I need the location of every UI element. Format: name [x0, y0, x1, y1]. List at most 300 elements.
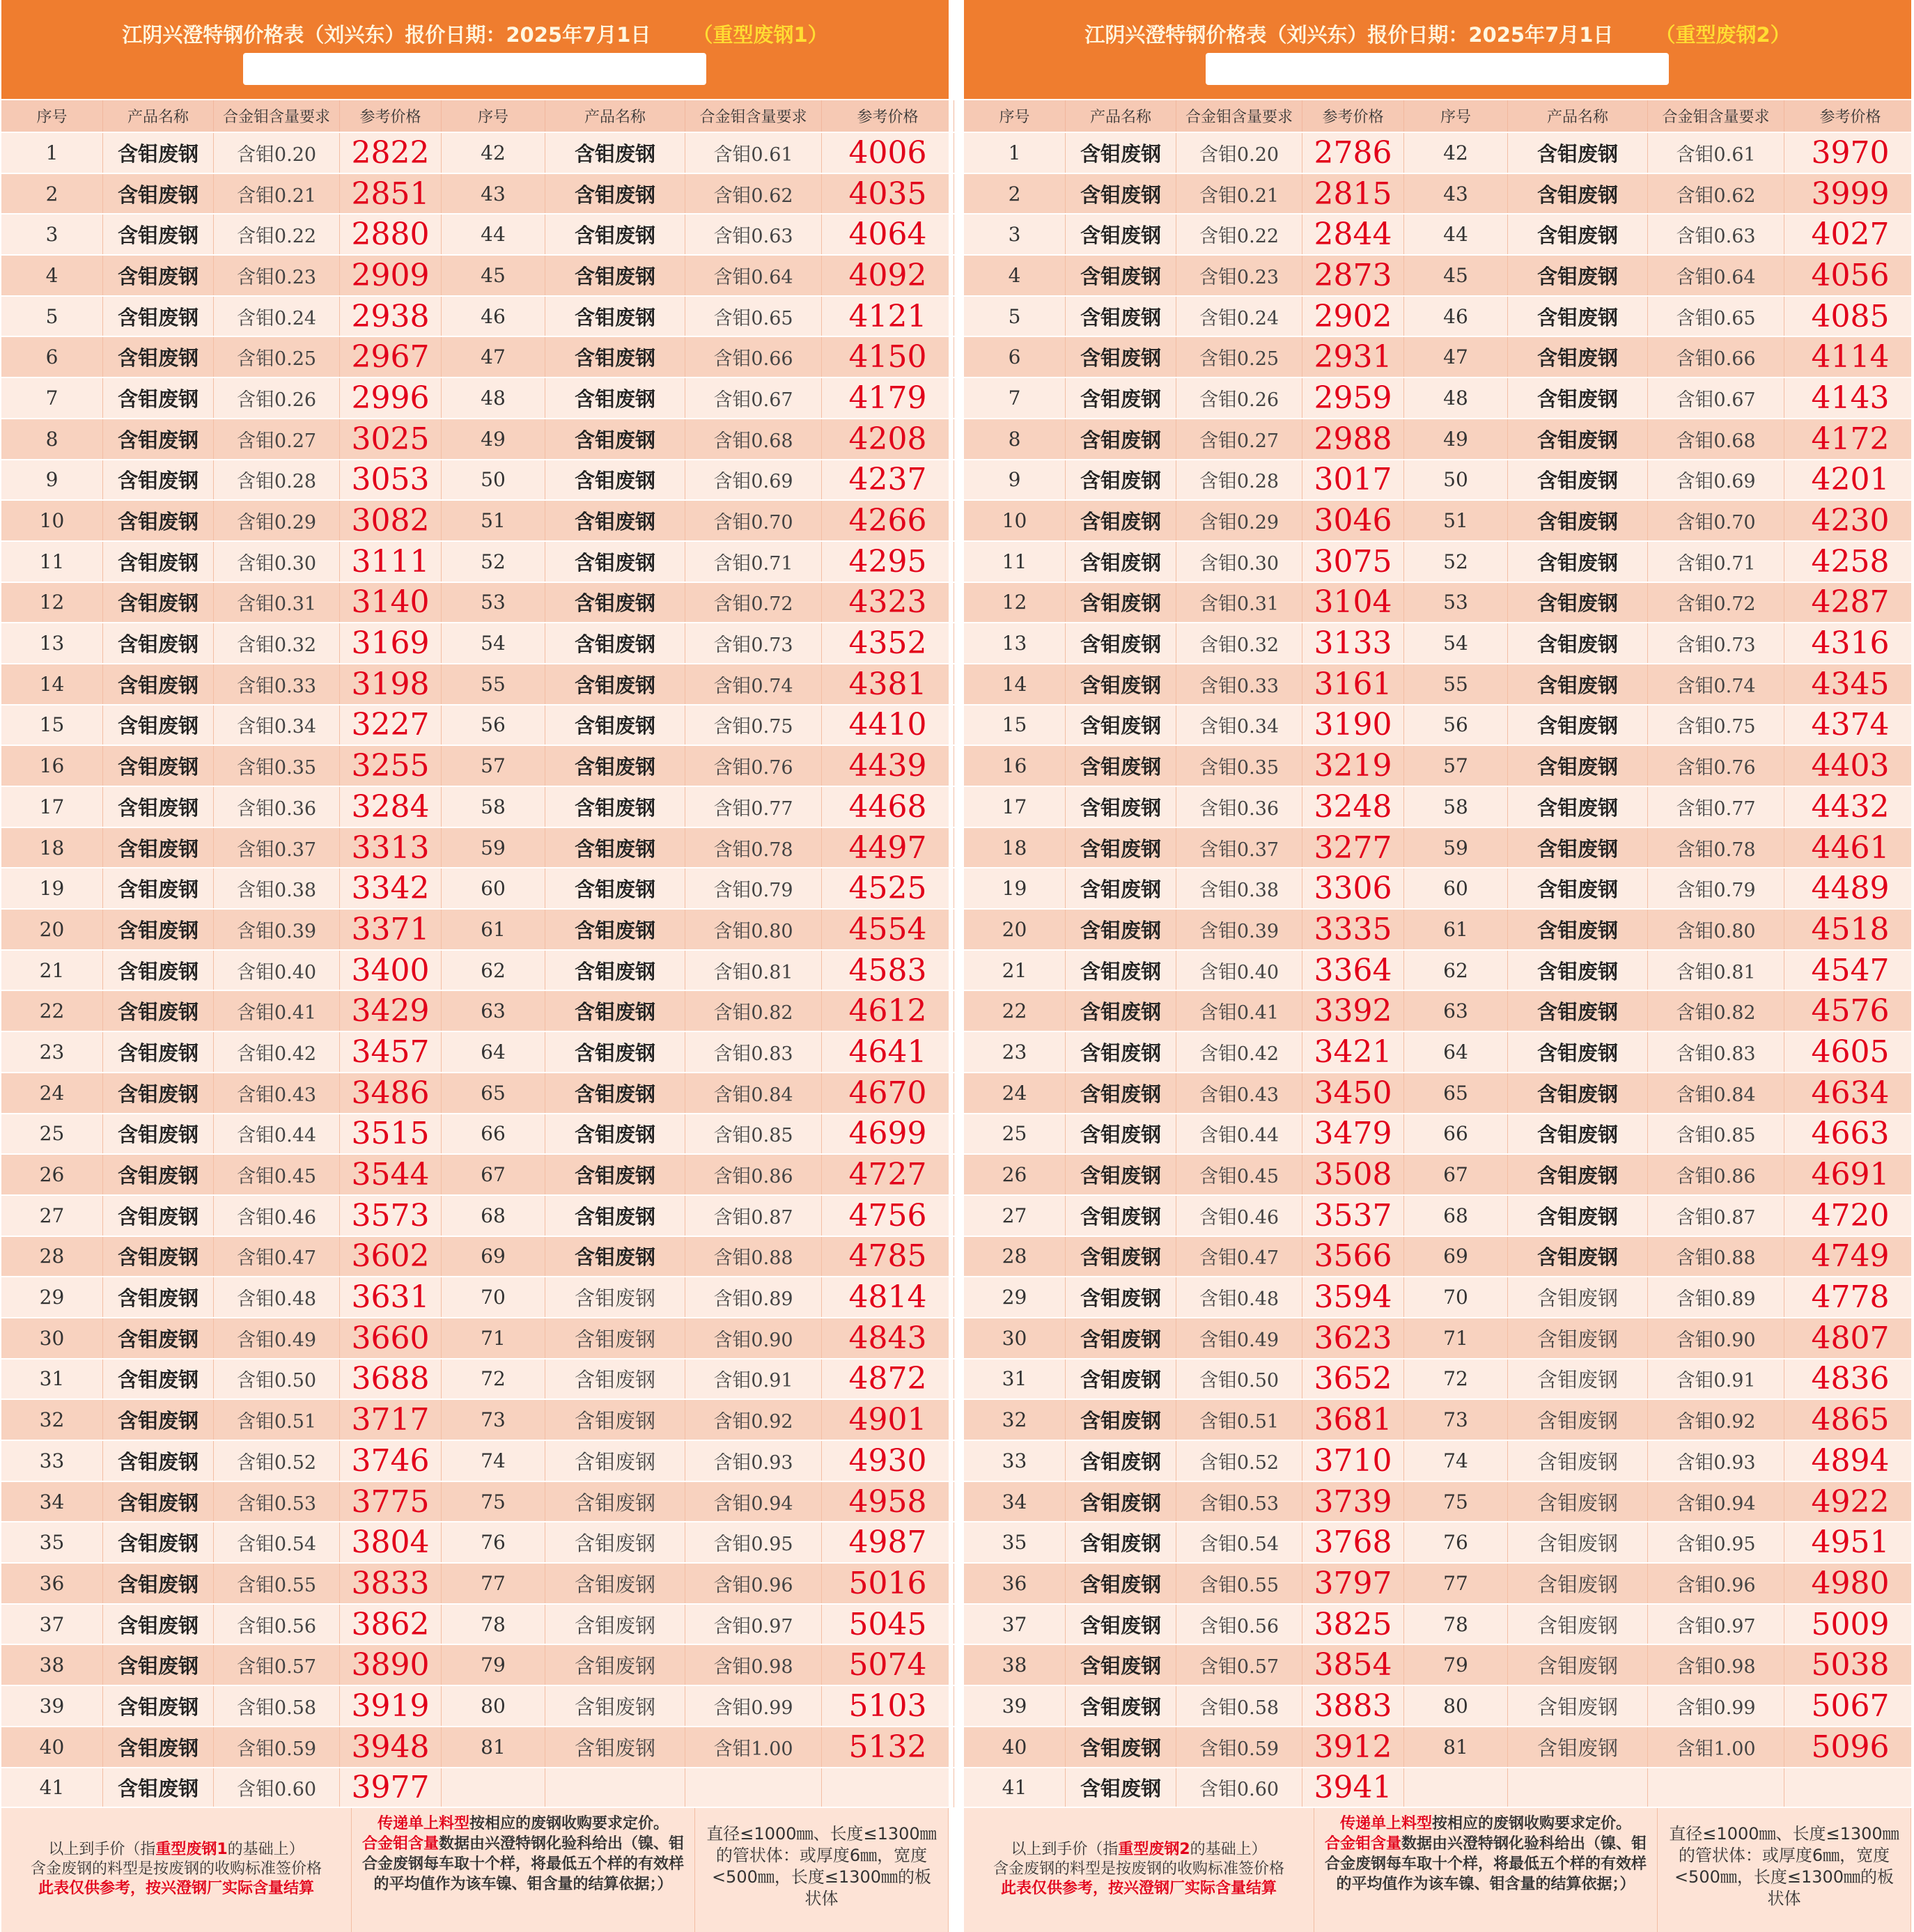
product-name: 含钼废钢 — [545, 337, 685, 377]
alloy-requirement: 含钼0.51 — [1176, 1400, 1302, 1440]
row-number: 70 — [442, 1277, 545, 1317]
alloy-requirement: 含钼0.68 — [1648, 419, 1784, 459]
table-row — [1, 1521, 949, 1562]
product-name: 含钼废钢 — [1508, 337, 1648, 377]
table-row — [964, 1236, 1911, 1277]
row-number: 39 — [964, 1686, 1066, 1726]
row-number: 50 — [1404, 460, 1508, 500]
product-name: 含钼废钢 — [1508, 256, 1648, 295]
reference-price: 3544 — [340, 1155, 442, 1194]
product-name: 含钼废钢 — [103, 215, 214, 254]
product-name: 含钼废钢 — [545, 1277, 685, 1317]
product-name: 含钼废钢 — [545, 1196, 685, 1236]
table-row — [964, 213, 1911, 254]
alloy-requirement: 含钼0.86 — [685, 1155, 822, 1194]
row-number: 16 — [964, 746, 1066, 786]
note-text: 以上到手价（指 — [1011, 1841, 1119, 1858]
row-number: 42 — [442, 133, 545, 173]
reference-price: 3104 — [1302, 583, 1404, 623]
reference-price: 4432 — [1784, 787, 1914, 827]
product-name: 含钼废钢 — [1508, 133, 1648, 173]
alloy-requirement: 含钼0.90 — [685, 1318, 822, 1358]
reference-price: 2844 — [1302, 215, 1404, 254]
alloy-requirement: 含钼0.49 — [1176, 1318, 1302, 1358]
row-number: 73 — [1404, 1400, 1508, 1440]
reference-price: 4987 — [822, 1522, 954, 1562]
product-name: 含钼废钢 — [103, 1032, 214, 1072]
header-price: 参考价格 — [1302, 100, 1404, 132]
reference-price: 3219 — [1302, 746, 1404, 786]
alloy-requirement: 含钼0.95 — [685, 1522, 822, 1562]
alloy-requirement: 含钼0.44 — [1176, 1114, 1302, 1154]
table-row — [1, 1440, 949, 1481]
row-number: 7 — [1, 378, 103, 418]
product-name: 含钼废钢 — [1066, 1155, 1176, 1194]
table-row — [964, 867, 1911, 908]
table-row — [1, 1194, 949, 1236]
row-number: 53 — [1404, 583, 1508, 623]
reference-price: 3364 — [1302, 951, 1404, 990]
table-row — [1, 540, 949, 582]
reference-price: 3717 — [340, 1400, 442, 1440]
table-row — [964, 459, 1911, 500]
table-row — [1, 1072, 949, 1113]
reference-price: 3970 — [1784, 133, 1914, 173]
alloy-requirement: 含钼0.71 — [685, 542, 822, 582]
alloy-requirement: 含钼0.59 — [214, 1727, 340, 1767]
row-number: 10 — [964, 501, 1066, 540]
alloy-requirement: 含钼0.88 — [1648, 1237, 1784, 1277]
price-sheet-heavy-scrap-1 — [1, 0, 949, 1932]
table-row — [964, 663, 1911, 704]
reference-price: 4258 — [1784, 542, 1914, 582]
product-name: 含钼废钢 — [1066, 1277, 1176, 1317]
product-name: 含钼废钢 — [545, 297, 685, 336]
row-number: 54 — [442, 623, 545, 663]
note-grade: 重型废钢2 — [1118, 1841, 1190, 1858]
alloy-requirement: 含钼0.54 — [214, 1522, 340, 1562]
table-row — [964, 540, 1911, 582]
row-number: 29 — [964, 1277, 1066, 1317]
reference-price: 3400 — [340, 951, 442, 990]
table-row — [964, 990, 1911, 1031]
product-name: 含钼废钢 — [1508, 501, 1648, 540]
product-name: 含钼废钢 — [1066, 1727, 1176, 1767]
alloy-requirement: 含钼0.22 — [1176, 215, 1302, 254]
product-name: 含钼废钢 — [1508, 1482, 1648, 1522]
reference-price: 2959 — [1302, 378, 1404, 418]
table-row — [1, 1481, 949, 1522]
note-disclaimer: 此表仅供参考，按兴澄钢厂实际含量结算 — [38, 1880, 314, 1897]
row-number: 21 — [964, 951, 1066, 990]
alloy-requirement: 含钼0.20 — [214, 133, 340, 173]
reference-price: 2931 — [1302, 337, 1404, 377]
product-name: 含钼废钢 — [1066, 378, 1176, 418]
alloy-requirement: 含钼0.21 — [214, 174, 340, 214]
alloy-requirement: 含钼0.58 — [214, 1686, 340, 1726]
product-name: 含钼废钢 — [1508, 1277, 1648, 1317]
alloy-requirement: 含钼0.44 — [214, 1114, 340, 1154]
table-row — [964, 295, 1911, 336]
alloy-requirement: 含钼0.45 — [214, 1155, 340, 1194]
row-number: 51 — [442, 501, 545, 540]
reference-price: 2909 — [340, 256, 442, 295]
product-name: 含钼废钢 — [1066, 991, 1176, 1031]
alloy-requirement: 含钼0.89 — [1648, 1277, 1784, 1317]
product-name: 含钼废钢 — [1066, 1686, 1176, 1726]
table-row — [964, 1726, 1911, 1767]
reference-price: 4316 — [1784, 623, 1914, 663]
table-row — [964, 377, 1911, 418]
alloy-requirement: 含钼0.52 — [214, 1441, 340, 1481]
product-name: 含钼废钢 — [1508, 1727, 1648, 1767]
sheet-header — [964, 0, 1911, 99]
product-name: 含钼废钢 — [1066, 1114, 1176, 1154]
alloy-requirement: 含钼0.70 — [685, 501, 822, 540]
sheet-header — [1, 0, 949, 99]
alloy-requirement: 含钼0.97 — [1648, 1605, 1784, 1644]
product-name: 含钼废钢 — [1508, 1032, 1648, 1072]
row-number: 44 — [1404, 215, 1508, 254]
table-row — [1, 1113, 949, 1154]
alloy-requirement: 含钼0.94 — [685, 1482, 822, 1522]
product-name: 含钼废钢 — [103, 706, 214, 745]
row-number: 75 — [442, 1482, 545, 1522]
reference-price: 2822 — [340, 133, 442, 173]
reference-price: 3573 — [340, 1196, 442, 1236]
note-text: 按相应的废钢收购要求定价。 — [469, 1815, 669, 1832]
alloy-requirement: 含钼0.38 — [1176, 868, 1302, 908]
product-name: 含钼废钢 — [545, 1686, 685, 1726]
reference-price: 4287 — [1784, 583, 1914, 623]
footer-note-basis — [964, 1808, 1314, 1932]
reference-price: 5067 — [1784, 1686, 1914, 1726]
table-row — [964, 949, 1911, 990]
product-name: 含钼废钢 — [1508, 910, 1648, 949]
reference-price: 3710 — [1302, 1441, 1404, 1481]
alloy-requirement: 含钼0.35 — [214, 746, 340, 786]
reference-price: 3392 — [1302, 991, 1404, 1031]
product-name: 含钼废钢 — [1066, 1073, 1176, 1113]
header-no: 序号 — [1404, 100, 1508, 132]
row-number: 47 — [442, 337, 545, 377]
product-name: 含钼废钢 — [1508, 1522, 1648, 1562]
product-name: 含钼废钢 — [545, 583, 685, 623]
product-name: 含钼废钢 — [1508, 1073, 1648, 1113]
header-no: 序号 — [1, 100, 103, 132]
row-number: 26 — [1, 1155, 103, 1194]
alloy-requirement: 含钼0.38 — [214, 868, 340, 908]
product-name: 含钼废钢 — [1066, 1318, 1176, 1358]
row-number: 44 — [442, 215, 545, 254]
row-number: 24 — [1, 1073, 103, 1113]
table-row — [964, 1521, 1911, 1562]
product-name: 含钼废钢 — [545, 1155, 685, 1194]
note-text: 的基础上） — [1190, 1841, 1267, 1858]
reference-price: 3075 — [1302, 542, 1404, 582]
note-text: 按相应的废钢收购要求定价。 — [1432, 1815, 1632, 1832]
row-number: 28 — [964, 1237, 1066, 1277]
reference-price: 4179 — [822, 378, 954, 418]
reference-price: 4150 — [822, 337, 954, 377]
row-number: 28 — [1, 1237, 103, 1277]
blank-field — [243, 53, 706, 85]
alloy-requirement: 含钼0.46 — [214, 1196, 340, 1236]
note-text: 数据由兴澄特钢化验科给出（镍、钼合金废钢每车取十个样，将最低五个样的有效样的平均值作为该车镍、钼含量的结算依据；） — [361, 1835, 685, 1893]
table-row — [1, 1399, 949, 1440]
reference-price: 4778 — [1784, 1277, 1914, 1317]
product-name: 含钼废钢 — [1508, 297, 1648, 336]
row-number: 50 — [442, 460, 545, 500]
reference-price: 4468 — [822, 787, 954, 827]
reference-price: 3890 — [340, 1645, 442, 1685]
product-name: 含钼废钢 — [545, 706, 685, 745]
alloy-requirement: 含钼0.67 — [685, 378, 822, 418]
reference-price: 4583 — [822, 951, 954, 990]
row-number: 43 — [442, 174, 545, 214]
row-number: 27 — [964, 1196, 1066, 1236]
alloy-requirement: 含钼0.62 — [685, 174, 822, 214]
product-name: 含钼废钢 — [545, 1727, 685, 1767]
row-number: 25 — [1, 1114, 103, 1154]
alloy-requirement: 含钼0.49 — [214, 1318, 340, 1358]
product-name: 含钼废钢 — [1508, 951, 1648, 990]
reference-price: 4951 — [1784, 1522, 1914, 1562]
row-number: 67 — [1404, 1155, 1508, 1194]
alloy-requirement: 含钼0.23 — [214, 256, 340, 295]
header-product: 产品名称 — [1508, 100, 1648, 132]
alloy-requirement: 含钼0.27 — [214, 419, 340, 459]
row-number: 23 — [1, 1032, 103, 1072]
alloy-requirement: 含钼0.48 — [1176, 1277, 1302, 1317]
alloy-requirement: 含钼0.42 — [1176, 1032, 1302, 1072]
alloy-requirement: 含钼0.96 — [685, 1564, 822, 1603]
product-name: 含钼废钢 — [545, 501, 685, 540]
table-row — [1, 336, 949, 377]
row-number: 19 — [964, 868, 1066, 908]
alloy-requirement: 含钼0.50 — [214, 1360, 340, 1399]
reference-price: 4035 — [822, 174, 954, 214]
row-number: 31 — [1, 1360, 103, 1399]
reference-price: 3133 — [1302, 623, 1404, 663]
reference-price: 3746 — [340, 1441, 442, 1481]
row-number: 36 — [964, 1564, 1066, 1603]
reference-price: 4663 — [1784, 1114, 1914, 1154]
product-name: 含钼废钢 — [103, 1277, 214, 1317]
product-name: 含钼废钢 — [1508, 746, 1648, 786]
product-name: 含钼废钢 — [103, 1605, 214, 1644]
product-name: 含钼废钢 — [103, 1482, 214, 1522]
alloy-requirement: 含钼0.60 — [214, 1768, 340, 1808]
alloy-requirement: 含钼0.79 — [1648, 868, 1784, 908]
alloy-requirement: 含钼0.33 — [1176, 664, 1302, 704]
alloy-requirement: 含钼0.30 — [1176, 542, 1302, 582]
reference-price: 3053 — [340, 460, 442, 500]
alloy-requirement: 含钼0.28 — [1176, 460, 1302, 500]
alloy-requirement: 含钼0.28 — [214, 460, 340, 500]
reference-price: 4006 — [822, 133, 954, 173]
product-name: 含钼废钢 — [1508, 419, 1648, 459]
product-name: 含钼废钢 — [1066, 787, 1176, 827]
product-name: 含钼废钢 — [1066, 868, 1176, 908]
row-number: 59 — [1404, 828, 1508, 868]
row-number: 77 — [442, 1564, 545, 1603]
product-name: 含钼废钢 — [545, 1441, 685, 1481]
reference-price: 3977 — [340, 1768, 442, 1808]
reference-price: 3912 — [1302, 1727, 1404, 1767]
reference-price: 4634 — [1784, 1073, 1914, 1113]
alloy-requirement: 含钼0.51 — [214, 1400, 340, 1440]
table-row — [964, 786, 1911, 827]
table-row — [1, 827, 949, 868]
alloy-requirement: 含钼0.21 — [1176, 174, 1302, 214]
alloy-requirement: 含钼0.64 — [685, 256, 822, 295]
reference-price: 3255 — [340, 746, 442, 786]
header-alloy: 合金钼含量要求 — [1176, 100, 1302, 132]
reference-price: 3854 — [1302, 1645, 1404, 1685]
reference-price: 2851 — [340, 174, 442, 214]
reference-price: 2873 — [1302, 256, 1404, 295]
alloy-requirement: 含钼0.36 — [1176, 787, 1302, 827]
reference-price: 3508 — [1302, 1155, 1404, 1194]
alloy-requirement: 含钼0.91 — [685, 1360, 822, 1399]
alloy-requirement: 含钼1.00 — [1648, 1727, 1784, 1767]
product-name: 含钼废钢 — [103, 787, 214, 827]
alloy-requirement: 含钼0.32 — [1176, 623, 1302, 663]
row-number: 22 — [1, 991, 103, 1031]
row-number: 61 — [1404, 910, 1508, 949]
row-number: 29 — [1, 1277, 103, 1317]
row-number: 66 — [1404, 1114, 1508, 1154]
row-number: 40 — [1, 1727, 103, 1767]
alloy-requirement: 含钼0.58 — [1176, 1686, 1302, 1726]
table-row — [1, 786, 949, 827]
product-name: 含钼废钢 — [1508, 787, 1648, 827]
alloy-requirement: 含钼0.73 — [685, 623, 822, 663]
product-name: 含钼废钢 — [103, 419, 214, 459]
alloy-requirement: 含钼0.56 — [214, 1605, 340, 1644]
product-name: 含钼废钢 — [1066, 746, 1176, 786]
product-name: 含钼废钢 — [1508, 623, 1648, 663]
column-headers — [964, 99, 1911, 132]
product-name: 含钼废钢 — [1508, 828, 1648, 868]
product-name: 含钼废钢 — [1066, 297, 1176, 336]
row-number: 18 — [1, 828, 103, 868]
table-row — [964, 622, 1911, 663]
product-name: 含钼废钢 — [103, 828, 214, 868]
alloy-requirement: 含钼0.99 — [685, 1686, 822, 1726]
product-name: 含钼废钢 — [545, 1032, 685, 1072]
product-name: 含钼废钢 — [1508, 706, 1648, 745]
reference-price: 4958 — [822, 1482, 954, 1522]
note-text: 含金废钢的料型是按废钢的收购标准签价格 — [30, 1860, 322, 1878]
empty-cell — [545, 1768, 685, 1808]
row-number: 80 — [442, 1686, 545, 1726]
alloy-requirement: 含钼0.69 — [685, 460, 822, 500]
reference-price: 4381 — [822, 664, 954, 704]
alloy-requirement: 含钼0.86 — [1648, 1155, 1784, 1194]
table-row — [964, 254, 1911, 295]
reference-price: 2967 — [340, 337, 442, 377]
reference-price: 3284 — [340, 787, 442, 827]
product-name: 含钼废钢 — [545, 256, 685, 295]
alloy-requirement: 含钼1.00 — [685, 1727, 822, 1767]
reference-price: 4266 — [822, 501, 954, 540]
table-row — [1, 1236, 949, 1277]
product-name: 含钼废钢 — [103, 1073, 214, 1113]
reference-price: 3919 — [340, 1686, 442, 1726]
alloy-requirement: 含钼0.47 — [214, 1237, 340, 1277]
table-row — [964, 745, 1911, 786]
reference-price: 4121 — [822, 297, 954, 336]
alloy-requirement: 含钼0.29 — [214, 501, 340, 540]
alloy-requirement: 含钼0.60 — [1176, 1768, 1302, 1808]
product-name: 含钼废钢 — [545, 664, 685, 704]
row-number: 45 — [442, 256, 545, 295]
alloy-requirement: 含钼0.45 — [1176, 1155, 1302, 1194]
alloy-requirement: 含钼0.82 — [685, 991, 822, 1031]
reference-price: 4922 — [1784, 1482, 1914, 1522]
table-row — [964, 1440, 1911, 1481]
row-number: 76 — [442, 1522, 545, 1562]
alloy-requirement: 含钼0.41 — [1176, 991, 1302, 1031]
footer-note-pricing — [352, 1808, 695, 1932]
row-number: 79 — [1404, 1645, 1508, 1685]
product-name: 含钼废钢 — [103, 133, 214, 173]
reference-price: 4749 — [1784, 1237, 1914, 1277]
price-sheet-heavy-scrap-2 — [964, 0, 1911, 1932]
reference-price: 3190 — [1302, 706, 1404, 745]
reference-price: 4518 — [1784, 910, 1914, 949]
row-number: 67 — [442, 1155, 545, 1194]
row-number: 4 — [1, 256, 103, 295]
row-number: 60 — [1404, 868, 1508, 908]
product-name: 含钼废钢 — [103, 256, 214, 295]
alloy-requirement: 含钼0.33 — [214, 664, 340, 704]
empty-cell — [685, 1768, 822, 1808]
sheet-title — [1, 20, 949, 48]
product-name: 含钼废钢 — [103, 664, 214, 704]
title-text: 江阴兴澄特钢价格表（刘兴东）报价日期：2025年7月1日 — [1084, 23, 1614, 47]
empty-cell — [1404, 1768, 1508, 1808]
reference-price: 4352 — [822, 623, 954, 663]
reference-price: 3833 — [340, 1564, 442, 1603]
row-number: 69 — [442, 1237, 545, 1277]
row-number: 33 — [964, 1441, 1066, 1481]
reference-price: 2815 — [1302, 174, 1404, 214]
reference-price: 3660 — [340, 1318, 442, 1358]
row-number: 9 — [964, 460, 1066, 500]
reference-price: 4230 — [1784, 501, 1914, 540]
alloy-requirement: 含钼0.39 — [1176, 910, 1302, 949]
reference-price: 3025 — [340, 419, 442, 459]
product-name: 含钼废钢 — [545, 868, 685, 908]
table-row — [1, 949, 949, 990]
reference-price: 4056 — [1784, 256, 1914, 295]
alloy-requirement: 含钼0.99 — [1648, 1686, 1784, 1726]
reference-price: 3804 — [340, 1522, 442, 1562]
alloy-requirement: 含钼0.80 — [685, 910, 822, 949]
alloy-requirement: 含钼0.63 — [685, 215, 822, 254]
product-name: 含钼废钢 — [545, 174, 685, 214]
alloy-requirement: 含钼0.63 — [1648, 215, 1784, 254]
reference-price: 2902 — [1302, 297, 1404, 336]
reference-price: 3941 — [1302, 1768, 1404, 1808]
blank-field — [1206, 53, 1669, 85]
product-name: 含钼废钢 — [103, 1196, 214, 1236]
alloy-requirement: 含钼0.92 — [685, 1400, 822, 1440]
row-number: 54 — [1404, 623, 1508, 663]
